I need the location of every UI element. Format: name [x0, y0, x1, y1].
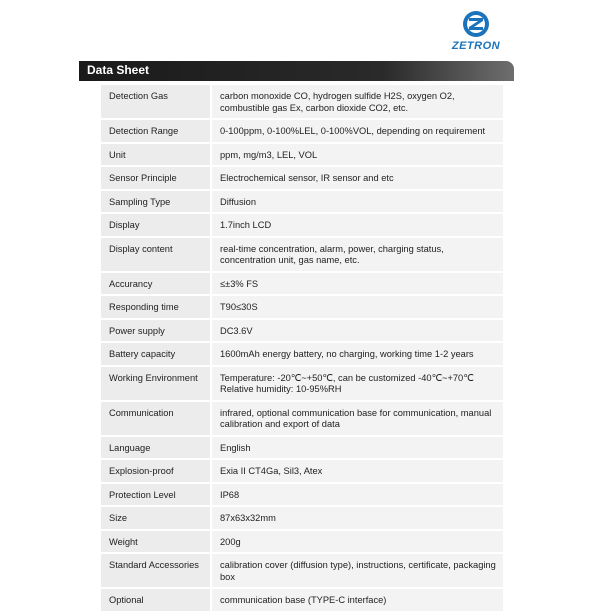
row-value: ppm, mg/m3, LEL, VOL: [212, 144, 503, 166]
table-row: [101, 367, 503, 402]
brand-name: ZETRON: [451, 40, 501, 52]
table-row: [101, 214, 503, 238]
row-label: Language: [101, 437, 210, 459]
table-row: [101, 343, 503, 367]
table-row: [101, 238, 503, 273]
row-label: Explosion-proof: [101, 460, 210, 482]
row-label: Display: [101, 214, 210, 236]
row-label: Optional: [101, 589, 210, 611]
row-value: ≤±3% FS: [212, 273, 503, 295]
brand-logo: [446, 10, 506, 56]
table-row: [101, 589, 503, 613]
row-label: Protection Level: [101, 484, 210, 506]
table-row: [101, 296, 503, 320]
row-value: 87x63x32mm: [212, 507, 503, 529]
row-label: Weight: [101, 531, 210, 553]
table-row: [101, 320, 503, 344]
row-value: English: [212, 437, 503, 459]
row-value: T90≤30S: [212, 296, 503, 318]
row-value: carbon monoxide CO, hydrogen sulfide H2S, oxygen O2, combustible gas Ex, carbon dioxide CO2, etc.: [212, 85, 503, 118]
row-value: calibration cover (diffusion type), instructions, certificate, packaging box: [212, 554, 503, 587]
row-label: Detection Gas: [101, 85, 210, 118]
row-value: 1600mAh energy battery, no charging, working time 1-2 years: [212, 343, 503, 365]
row-value: infrared, optional communication base for communication, manual calibration and export of data: [212, 402, 503, 435]
table-row: [101, 437, 503, 461]
table-row: [101, 144, 503, 168]
row-label: Size: [101, 507, 210, 529]
row-label: Battery capacity: [101, 343, 210, 365]
table-row: [101, 484, 503, 508]
table-row: [101, 167, 503, 191]
table-row: [101, 531, 503, 555]
row-value: 200g: [212, 531, 503, 553]
row-label: Detection Range: [101, 120, 210, 142]
table-row: [101, 120, 503, 144]
row-label: Display content: [101, 238, 210, 271]
row-value: Electrochemical sensor, IR sensor and etc: [212, 167, 503, 189]
row-label: Unit: [101, 144, 210, 166]
table-row: [101, 402, 503, 437]
row-label: Responding time: [101, 296, 210, 318]
row-value: IP68: [212, 484, 503, 506]
row-value: DC3.6V: [212, 320, 503, 342]
data-sheet-table: [101, 85, 503, 613]
table-row: [101, 554, 503, 589]
row-label: Working Environment: [101, 367, 210, 400]
row-label: Sampling Type: [101, 191, 210, 213]
row-label: Accurancy: [101, 273, 210, 295]
row-label: Standard Accessories: [101, 554, 210, 587]
table-row: [101, 85, 503, 120]
row-label: Sensor Principle: [101, 167, 210, 189]
row-label: Power supply: [101, 320, 210, 342]
page-title: Data Sheet: [87, 63, 150, 77]
row-value: real-time concentration, alarm, power, charging status, concentration unit, gas name, etc.: [212, 238, 503, 271]
row-label: Communication: [101, 402, 210, 435]
table-row: [101, 191, 503, 215]
row-value: 1.7inch LCD: [212, 214, 503, 236]
row-value: 0-100ppm, 0-100%LEL, 0-100%VOL, depending on requirement: [212, 120, 503, 142]
table-row: [101, 273, 503, 297]
zetron-logo-icon: [462, 10, 490, 38]
row-value: Exia II CT4Ga, Sil3, Atex: [212, 460, 503, 482]
row-value: communication base (TYPE-C interface): [212, 589, 503, 611]
table-row: [101, 460, 503, 484]
table-row: [101, 507, 503, 531]
row-value: Temperature: -20℃~+50℃, can be customized -40℃~+70℃ Relative humidity: 10-95%RH: [212, 367, 503, 400]
row-value: Diffusion: [212, 191, 503, 213]
